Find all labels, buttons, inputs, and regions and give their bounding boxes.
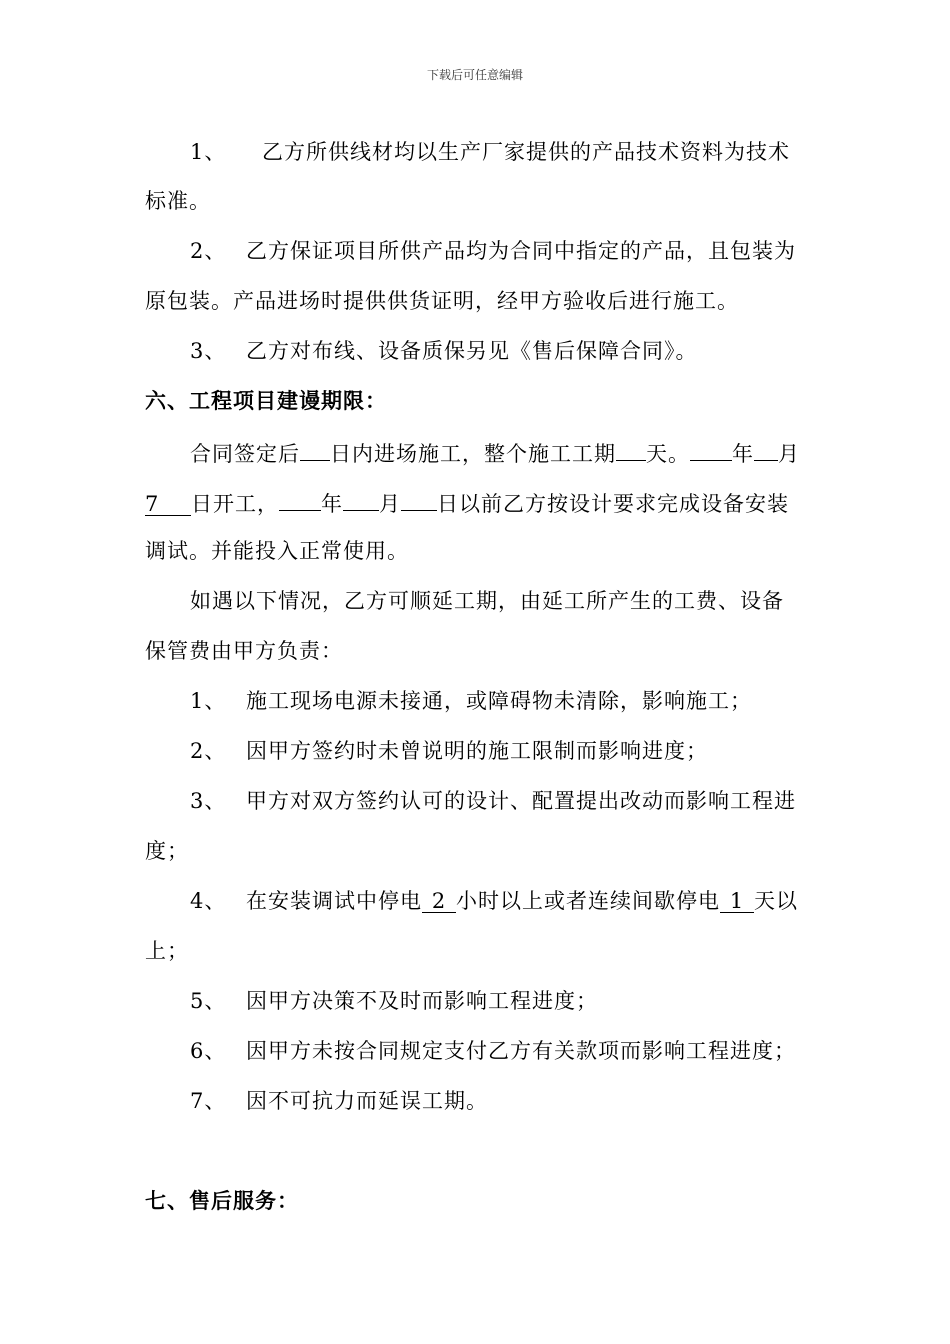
clause-number: 1、 [190, 140, 227, 164]
condition-number: 1、 [190, 689, 227, 713]
schedule-text: 年 [732, 442, 754, 466]
condition-text: 因甲方签约时未曾说明的施工限制而影响进度； [246, 739, 708, 763]
condition-text: 施工现场电源未接通，或障碍物未清除，影响施工； [246, 689, 752, 713]
schedule-paragraph-line-2 [145, 486, 789, 519]
schedule-paragraph-line-3: 调试。并能投入正常使用。 [145, 539, 409, 563]
condition-number: 5、 [190, 989, 227, 1013]
condition-number: 2、 [190, 739, 227, 763]
condition-5 [190, 986, 598, 1016]
section-6-title: 六、工程项目建谩期限： [145, 389, 387, 413]
blank-start-year [690, 436, 732, 461]
condition-4-cont: 上； [145, 939, 189, 963]
condition-text: 在安装调试中停电 [246, 889, 422, 913]
clause-number: 2、 [190, 239, 227, 263]
schedule-text: 合同签定后 [190, 442, 300, 466]
condition-1 [190, 686, 752, 716]
extension-paragraph-line-2: 保管费由甲方负责： [145, 639, 343, 663]
section-7-title: 七、售后服务： [145, 1189, 299, 1213]
clause-1-cont: 标准。 [145, 189, 211, 213]
condition-text: 因甲方决策不及时而影响工程进度； [246, 989, 598, 1013]
schedule-text: 月 [379, 492, 401, 516]
blank-days-entry [300, 436, 330, 461]
condition-number: 4、 [190, 889, 227, 913]
clause-1 [190, 137, 790, 167]
clause-3 [190, 336, 698, 366]
schedule-text: 年 [321, 492, 343, 516]
condition-6 [190, 1036, 796, 1066]
blank-end-year [279, 486, 321, 511]
blank-duration [616, 436, 646, 461]
condition-2 [190, 736, 708, 766]
condition-text: 因甲方未按合同规定支付乙方有关款项而影响工程进度； [246, 1039, 796, 1063]
schedule-text: 月 [778, 442, 800, 466]
condition-text: 因不可抗力而延误工期。 [246, 1089, 488, 1113]
schedule-paragraph-line-1 [190, 436, 800, 469]
condition-number: 6、 [190, 1039, 227, 1063]
condition-text: 天以 [754, 889, 798, 913]
schedule-text: 日内进场施工，整个施工工期 [330, 442, 616, 466]
clause-text: 乙方保证项目所供产品均为合同中指定的产品，且包装为 [246, 239, 796, 263]
start-day-value: 7 [145, 491, 191, 516]
condition-text: 小时以上或者连续间歇停电 [456, 889, 720, 913]
blank-start-month [754, 436, 778, 461]
outage-hours-value: 2 [422, 888, 456, 913]
blank-end-day [401, 486, 437, 511]
schedule-text: 日开工， [191, 492, 279, 516]
clause-2-cont: 原包装。产品进场时提供供货证明，经甲方验收后进行施工。 [145, 289, 739, 313]
blank-end-month [343, 486, 379, 511]
condition-number: 7、 [190, 1089, 227, 1113]
condition-7 [190, 1086, 488, 1116]
extension-paragraph-line-1: 如遇以下情况，乙方可顺延工期，由延工所产生的工费、设备 [190, 589, 784, 613]
condition-3-cont: 度； [145, 839, 189, 863]
outage-days-value: 1 [720, 888, 754, 913]
clause-text: 乙方对布线、设备质保另见《售后保障合同》。 [246, 339, 698, 363]
schedule-text: 日以前乙方按设计要求完成设备安装 [437, 492, 789, 516]
condition-number: 3、 [190, 789, 227, 813]
page-header: 下载后可任意编辑 [426, 68, 523, 82]
clause-number: 3、 [190, 339, 227, 363]
clause-text: 乙方所供线材均以生产厂家提供的产品技术资料为技术 [262, 140, 790, 164]
condition-3 [190, 786, 796, 816]
condition-4 [190, 886, 798, 916]
clause-2 [190, 236, 796, 266]
schedule-text: 天。 [646, 442, 690, 466]
condition-text: 甲方对双方签约认可的设计、配置提出改动而影响工程进 [246, 789, 796, 813]
